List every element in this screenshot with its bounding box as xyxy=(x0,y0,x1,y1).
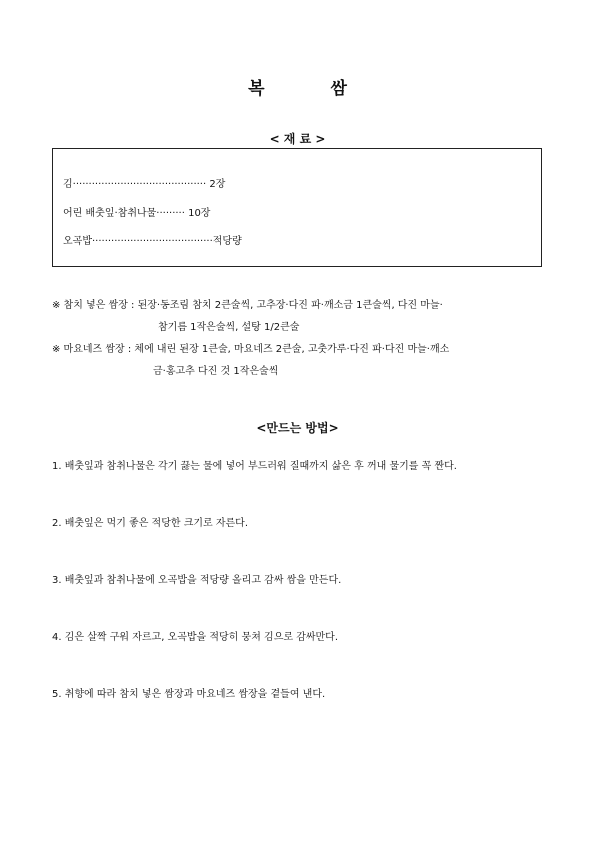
method-step: 3. 배춧잎과 참취나물에 오곡밥을 적당량 올리고 감싸 쌈을 만든다. xyxy=(52,575,342,586)
ingredient-item: 김·········································· 2장 xyxy=(63,179,226,190)
sauce-note-2-line-2: 금·홍고추 다진 것 1작은술씩 xyxy=(153,366,279,377)
sauce-note-1-line-2: 참기름 1작은술씩, 설탕 1/2큰술 xyxy=(158,322,300,333)
method-step: 1. 배춧잎과 참취나물은 각기 끓는 물에 넣어 부드러워 질때까지 삶은 후 꺼내 물기를 꼭 짠다. xyxy=(52,461,457,472)
title-part-1: 복 xyxy=(248,79,265,99)
sauce-note-1-line-1: ※ 참치 넣은 쌈장 : 된장·동조림 참치 2큰술씩, 고추장·다진 파·깨소금 1큰술씩, 다진 마늘· xyxy=(52,300,443,311)
ingredient-item: 오곡밥······································적당량 xyxy=(63,236,242,247)
page-title xyxy=(0,74,595,99)
ingredients-box xyxy=(52,148,542,267)
method-heading: <만드는 방법> xyxy=(256,421,339,435)
ingredients-heading: < 재 료 > xyxy=(269,132,326,146)
ingredient-item: 어린 배춧잎·참취나물········· 10장 xyxy=(63,208,211,219)
method-step: 5. 취향에 따라 참치 넣은 쌈장과 마요네즈 쌈장을 곁들여 낸다. xyxy=(52,689,326,700)
title-part-2: 쌈 xyxy=(330,79,347,99)
sauce-note-2-line-1: ※ 마요네즈 쌈장 : 체에 내린 된장 1큰술, 마요네즈 2큰술, 고춧가루·다진 파·다진 마늘·깨소 xyxy=(52,344,450,355)
method-step: 4. 김은 살짝 구워 자르고, 오곡밥을 적당히 뭉쳐 김으로 감싸만다. xyxy=(52,632,339,643)
method-step: 2. 배춧잎은 먹기 좋은 적당한 크기로 자른다. xyxy=(52,518,249,529)
